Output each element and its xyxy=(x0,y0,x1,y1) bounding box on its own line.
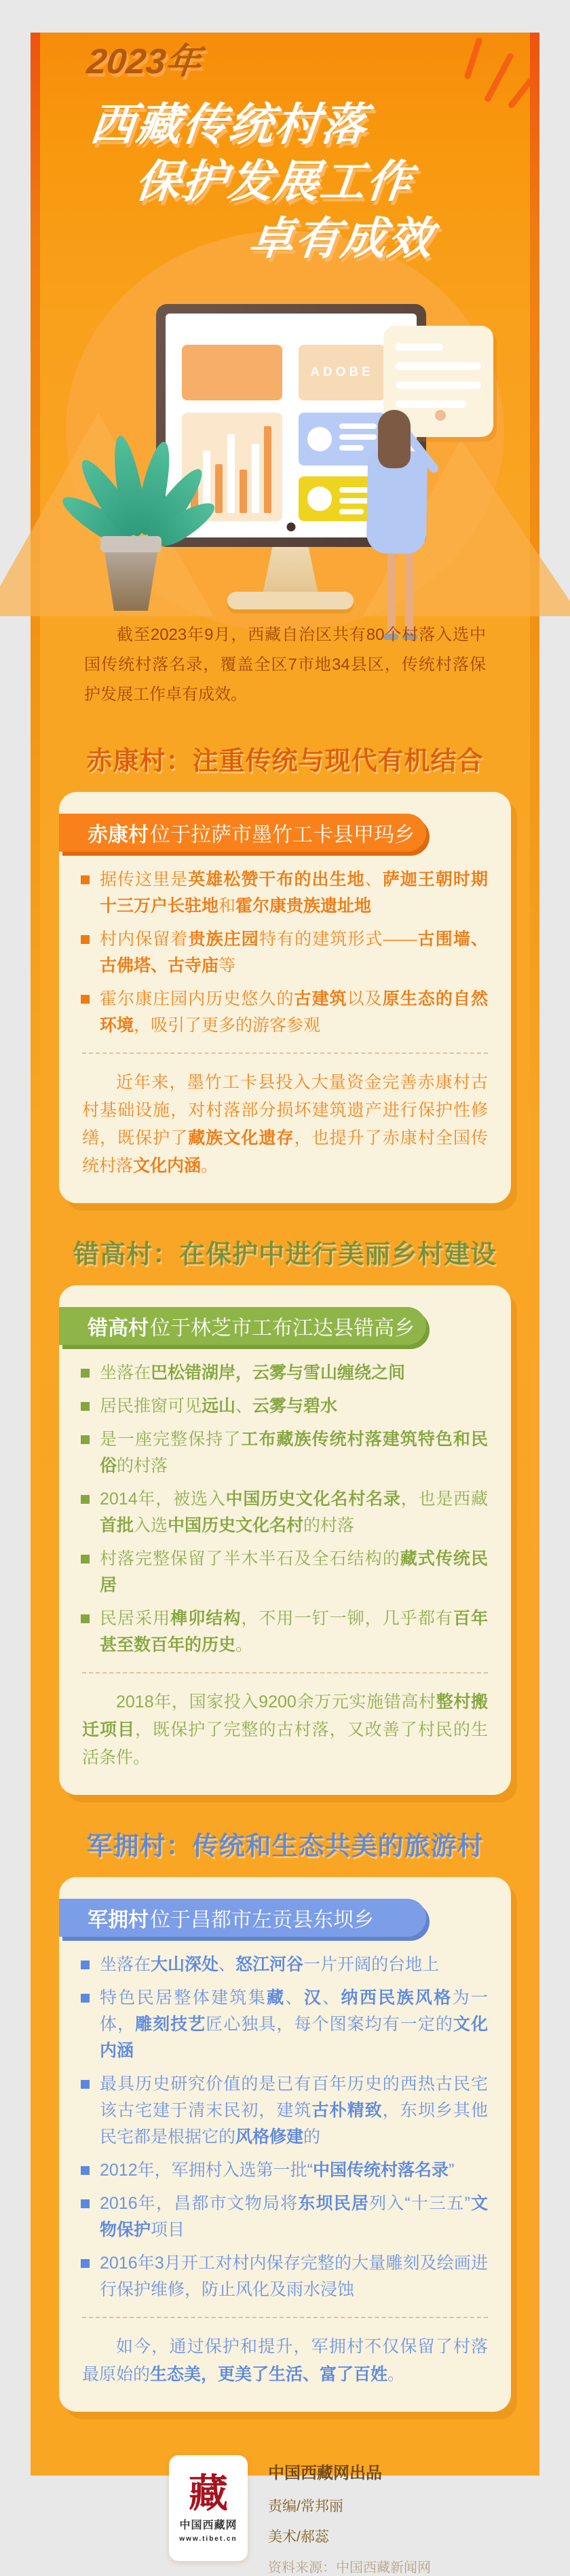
tibet-logo-name: 中国西藏网 xyxy=(179,2520,238,2531)
village-section xyxy=(31,1825,539,2412)
tibet-logo-glyph: 藏 xyxy=(188,2470,228,2516)
village-section xyxy=(31,740,539,1203)
bullet-text: 据传这里是英雄松赞干布的出生地、萨迦王朝时期十三万户长驻地和霍尔康贵族遗址地 xyxy=(100,870,488,915)
summary-paragraph: 近年来，墨竹工卡县投入大量资金完善赤康村古村基础设施，对村落部分损坏建筑遗产进行保护性修缮，既保护了藏族文化遗存，也提升了赤康村全国传统村落文化内涵。 xyxy=(82,1073,488,1175)
produced-by: 中国西藏网出品 xyxy=(268,2464,382,2482)
village-location: 位于昌都市左贡县东坝乡 xyxy=(150,1909,374,1931)
village-card xyxy=(59,1877,511,2412)
bullet-square-icon xyxy=(81,2080,90,2089)
hero xyxy=(31,33,539,616)
hero-title xyxy=(31,96,539,267)
credits xyxy=(268,2455,431,2576)
bullet-text: 坐落在大山深处、怒江河谷一片开阔的台地上 xyxy=(100,1955,440,1974)
summary-paragraph: 如今，通过保护和提升，军拥村不仅保留了村落最原始的生态美，更美了生活、富了百姓。 xyxy=(82,2337,488,2384)
summary-paragraph: 2018年，国家投入9200余万元实施错高村整村搬迁项目，既保护了完整的古村落，又改善了村民的生活条件。 xyxy=(82,1692,488,1767)
footer xyxy=(31,2412,539,2576)
bullet-list xyxy=(59,1360,511,1659)
bullet-text: 霍尔康庄园内历史悠久的古建筑以及原生态的自然环境，吸引了更多的游客参观 xyxy=(100,989,488,1035)
bullet-text: 特色民居整体建筑集藏、汉、纳西民族风格为一体，雕刻技艺匠心独具，每个图案均有一定的文化内涵 xyxy=(100,1988,488,2060)
bullet-square-icon xyxy=(81,1435,90,1444)
hero-title-line-1: 西藏传统村落 xyxy=(88,99,370,149)
decorative-ray xyxy=(463,37,482,80)
bullet-item xyxy=(81,2191,488,2243)
bullet-text: 2012年，军拥村入选第一批“中国传统村落名录” xyxy=(100,2161,455,2180)
bullet-text: 2014年，被选入中国历史文化名村名录，也是西藏首批入选中国历史文化名村的村落 xyxy=(100,1490,488,1535)
bullet-item xyxy=(81,2157,488,2184)
village-card xyxy=(59,1285,511,1795)
section-heading: 军拥村：传统和生态共美的旅游村 xyxy=(86,1832,484,1861)
bullet-square-icon xyxy=(81,1495,90,1504)
bullet-text: 坐落在巴松错湖岸，云雾与雪山缠绕之间 xyxy=(100,1363,406,1382)
bullet-list xyxy=(59,867,511,1039)
village-location: 位于林芝市工布江达县错高乡 xyxy=(150,1317,415,1340)
screen-banner-card xyxy=(182,345,282,400)
avatar-circle xyxy=(307,427,332,451)
editor-credit: 责编/常邦丽 xyxy=(268,2499,343,2514)
adobe-label: ADOBE xyxy=(310,365,374,379)
bullet-text: 居民推窗可见远山、云雾与碧水 xyxy=(100,1397,338,1416)
bullet-item xyxy=(81,1360,488,1386)
bullet-text: 2016年3月开工对村内保存完整的大量雕刻及绘画进行保护维修，防止风化及雨水浸蚀 xyxy=(100,2254,488,2299)
avatar-circle xyxy=(307,487,332,511)
woman-hand xyxy=(435,410,446,421)
bullet-item xyxy=(81,1546,488,1599)
bullet-square-icon xyxy=(81,935,90,944)
hero-title-line-2: 保护发展工作 xyxy=(133,156,415,206)
card-header-band xyxy=(59,1307,426,1345)
village-section xyxy=(31,1233,539,1795)
dashed-divider xyxy=(82,1053,488,1054)
bullet-text: 最具历史研究价值的是已有百年历史的西热古民宅 该古宅建于清末民初，建筑古朴精致，东坝乡其他民宅都是根据它的风格修建的 xyxy=(100,2075,488,2146)
bullet-text: 民居采用榫卯结构，不用一钉一铆，几乎都有百年甚至数百年的历史。 xyxy=(100,1609,488,1654)
bullet-item xyxy=(81,2250,488,2303)
monitor-stand-base xyxy=(227,592,354,609)
bullet-square-icon xyxy=(81,1961,90,1969)
bullet-square-icon xyxy=(81,1614,90,1623)
bullet-text: 村内保留着贵族庄园特有的建筑形式——古围墙、古佛塔、古寺庙等 xyxy=(100,930,488,975)
card-header-band xyxy=(59,814,426,852)
village-sections xyxy=(31,740,539,2412)
tibet-logo-url: www.tibet.cn xyxy=(179,2535,238,2543)
intro-text: 截至2023年9月，西藏自治区共有80个村落入选中国传统村落名录，覆盖全区7市地34县区，传统村落保护发展工作卓有成效。 xyxy=(84,626,486,704)
bullet-item xyxy=(81,1393,488,1420)
bullet-text: 2016年，昌都市文物局将东坝民居列入“十三五”文物保护项目 xyxy=(100,2194,488,2239)
bullet-square-icon xyxy=(81,1402,90,1411)
woman-illustration xyxy=(378,410,411,468)
section-heading: 错高村：在保护中进行美丽乡村建设 xyxy=(73,1240,497,1269)
adobe-card xyxy=(299,345,385,400)
bullet-square-icon xyxy=(81,1555,90,1564)
source-credit: 资料来源：中国西藏新闻网 xyxy=(268,2560,431,2575)
bullet-list xyxy=(59,1952,511,2303)
bullet-item xyxy=(81,867,488,920)
bullet-text: 是一座完整保持了工布藏族传统村落建筑特色和民俗的村落 xyxy=(100,1430,488,1475)
tibet-cn-logo xyxy=(169,2455,248,2561)
bullet-square-icon xyxy=(81,2259,90,2268)
section-heading: 赤康村：注重传统与现代有机结合 xyxy=(86,747,484,776)
bullet-item xyxy=(81,1486,488,1539)
bullet-item xyxy=(81,986,488,1039)
bullet-square-icon xyxy=(81,2199,90,2208)
bullet-square-icon xyxy=(81,1369,90,1378)
dashed-divider xyxy=(82,2317,488,2318)
bullet-square-icon xyxy=(81,995,90,1004)
bullet-square-icon xyxy=(81,2166,90,2175)
plant-pot xyxy=(100,536,162,552)
bullet-item xyxy=(81,1606,488,1659)
village-name: 赤康村 xyxy=(88,824,149,846)
hero-title-line-3: 卓有成效 xyxy=(246,213,436,263)
art-credit: 美术/郝蕊 xyxy=(268,2529,329,2545)
village-location: 位于拉萨市墨竹工卡县甲玛乡 xyxy=(150,824,415,846)
village-card xyxy=(59,792,511,1203)
monitor-chin-dot xyxy=(287,523,296,531)
bullet-text: 村落完整保留了半木半石及全石结构的藏式传统民居 xyxy=(100,1549,488,1595)
bullet-item xyxy=(81,926,488,979)
hero-year: 2023年 xyxy=(85,42,204,81)
bullet-item xyxy=(81,2071,488,2151)
bullet-square-icon xyxy=(81,1994,90,2003)
bullet-item xyxy=(81,1952,488,1978)
bullet-item xyxy=(81,1985,488,2064)
bullet-square-icon xyxy=(81,875,90,884)
village-name: 军拥村 xyxy=(88,1909,149,1931)
infographic-page xyxy=(31,33,539,2575)
bullet-item xyxy=(81,1426,488,1479)
card-header-band xyxy=(59,1899,426,1937)
dashed-divider xyxy=(82,1672,488,1673)
village-name: 错高村 xyxy=(88,1317,149,1340)
